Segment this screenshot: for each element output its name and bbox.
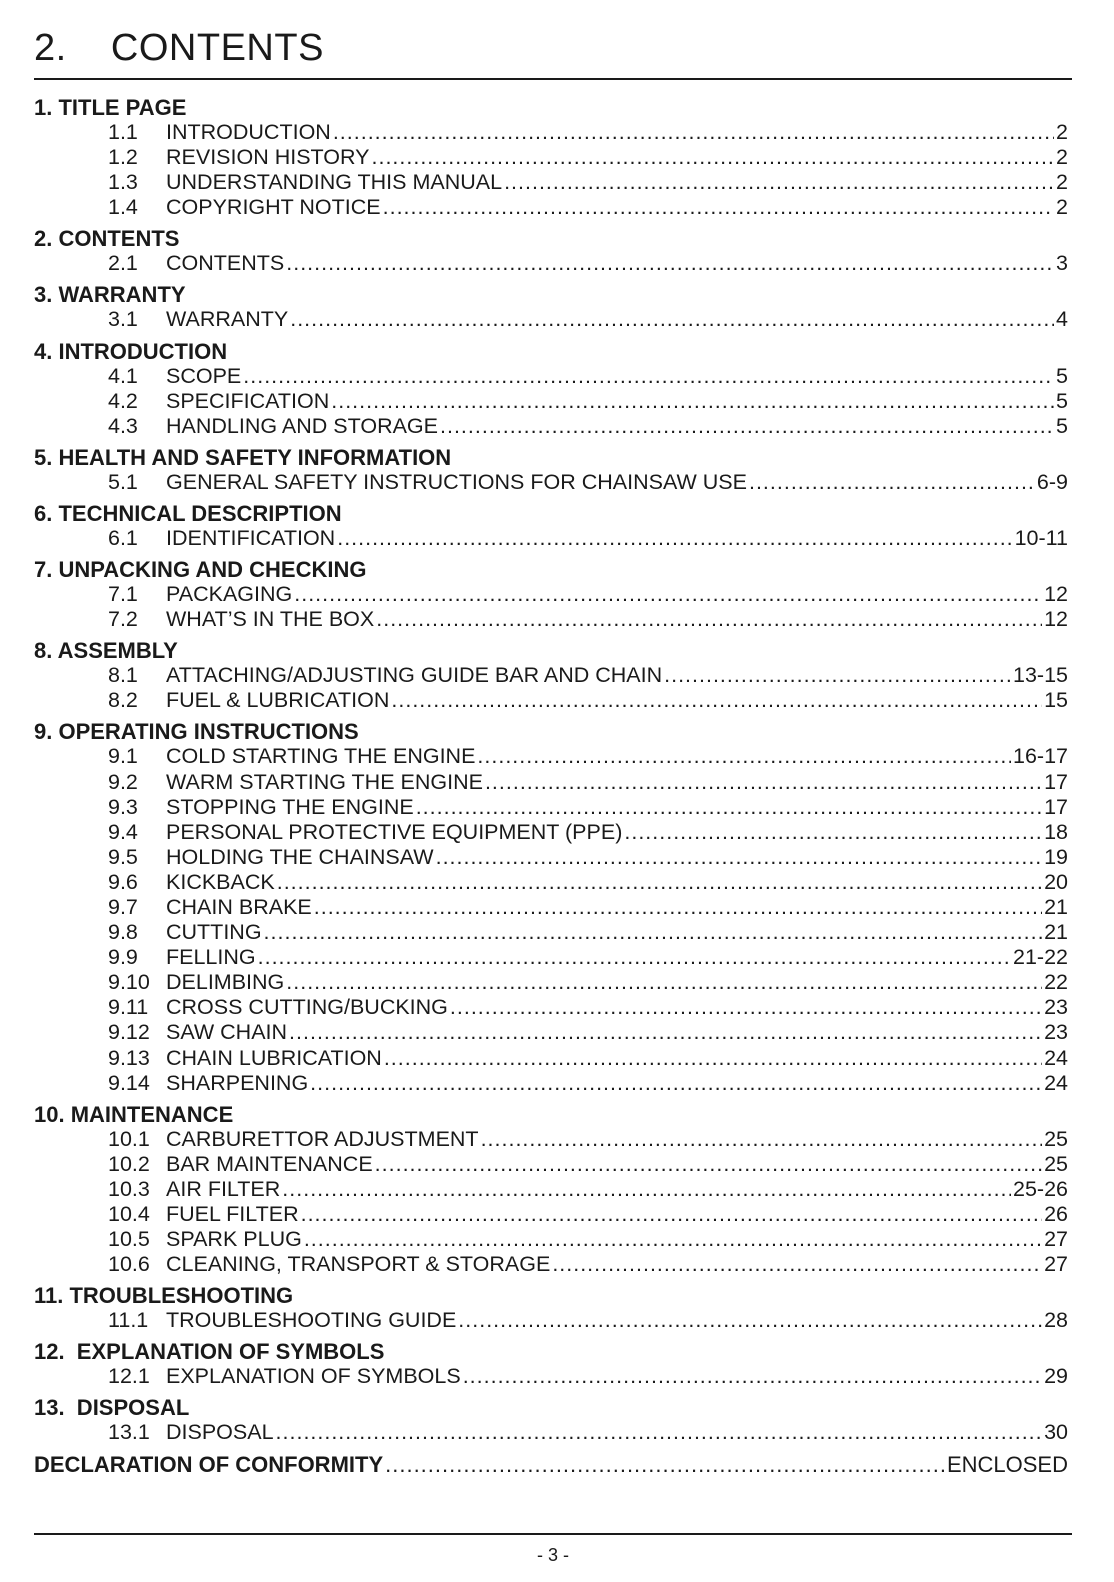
toc-entry[interactable] [34,1364,1068,1389]
toc-section [34,445,1068,495]
entry-number: 9.4 [108,819,138,844]
section-title[interactable]: 5. HEALTH AND SAFETY INFORMATION [34,444,452,470]
declaration-page: ENCLOSED [946,1451,1068,1477]
dot-leader [385,1452,945,1478]
table-of-contents [34,95,1068,1478]
entry-number: 6.1 [108,525,138,550]
dot-leader [372,145,1055,170]
toc-entry[interactable] [34,945,1068,970]
toc-section [34,226,1068,276]
entry-page: 2 [1056,145,1068,170]
entry-page: 5 [1056,363,1068,388]
dot-leader [485,770,1042,795]
entry-page: 17 [1044,769,1068,794]
entry-label: AIR FILTER [166,1176,281,1201]
entry-number: 10.4 [108,1202,150,1226]
entry-page: 22 [1044,970,1068,995]
entry-label: INTRODUCTION [166,120,331,144]
toc-section [34,719,1068,1095]
dot-leader [282,1177,1011,1202]
toc-entry[interactable] [34,170,1068,195]
entry-page: 24 [1044,1045,1068,1070]
dot-leader [391,688,1042,713]
entry-label: DELIMBING [166,970,285,995]
entry-page: 15 [1044,688,1068,713]
section-title[interactable]: 7. UNPACKING AND CHECKING [34,557,367,583]
toc-entry[interactable] [34,995,1068,1020]
entry-number: 9.9 [108,945,138,970]
entry-page: 21 [1044,920,1068,945]
entry-number: 10.3 [108,1176,150,1201]
entry-page: 10-11 [1014,525,1068,550]
entry-number: 4.3 [108,413,138,438]
entry-number: 1.1 [108,120,138,144]
entry-page: 20 [1044,869,1068,894]
toc-section [34,339,1068,439]
dot-leader [375,1152,1042,1177]
entry-label: SAW CHAIN [166,1020,288,1045]
toc-entry[interactable] [34,970,1068,995]
dot-leader [314,895,1042,920]
entry-label: CROSS CUTTING/BUCKING [166,995,448,1020]
dot-leader [258,945,1011,970]
dot-leader [290,307,1054,332]
dot-leader [624,820,1042,845]
entry-label: DISPOSAL [166,1420,274,1445]
dot-leader [664,663,1011,688]
toc-section [34,1395,1068,1445]
entry-page: 12 [1044,582,1068,607]
entry-label: REVISION HISTORY [166,145,370,170]
entry-number: 1.3 [108,170,138,195]
entry-page: 6-9 [1036,469,1068,494]
toc-entry[interactable] [34,1420,1068,1445]
entry-number: 10.1 [108,1126,150,1151]
toc-entry[interactable] [34,845,1068,870]
entry-page: 25-26 [1013,1176,1068,1201]
entry-label: FELLING [166,945,256,970]
dot-leader [333,120,1054,145]
entry-number: 10.6 [108,1252,150,1277]
page-title: 2. CONTENTS [34,27,324,69]
dot-leader [264,920,1043,945]
toc-section [34,282,1068,332]
entry-label: UNDERSTANDING THIS MANUAL [166,170,503,195]
section-title[interactable]: 12. EXPLANATION OF SYMBOLS [34,1339,385,1365]
entry-number: 8.1 [108,663,138,688]
entry-number: 4.2 [108,388,138,413]
toc-entry[interactable] [34,1252,1068,1277]
entry-label: PERSONAL PROTECTIVE EQUIPMENT (PPE) [166,819,623,844]
entry-number: 12.1 [108,1364,150,1389]
dot-leader [337,526,1012,551]
entry-number: 2.1 [108,251,138,276]
entry-label: WARM STARTING THE ENGINE [166,769,483,794]
entry-number: 10.5 [108,1227,150,1252]
entry-number: 1.2 [108,145,138,170]
entry-page: 17 [1044,794,1068,819]
dot-leader [458,1308,1042,1333]
dot-leader [384,1046,1042,1071]
dot-leader [286,251,1054,276]
entry-page: 2 [1056,170,1068,195]
dot-leader [383,195,1054,220]
entry-page: 27 [1044,1227,1068,1252]
dot-leader [304,1227,1042,1252]
dot-leader [440,414,1054,439]
entry-page: 2 [1056,195,1068,220]
entry-number: 11.1 [108,1308,149,1333]
toc-entry[interactable] [34,120,1068,145]
entry-label: IDENTIFICATION [166,525,336,550]
toc-entry[interactable] [34,195,1068,220]
dot-leader [301,1202,1042,1227]
entry-page: 3 [1056,251,1068,276]
declaration-label: DECLARATION OF CONFORMITY [34,1451,384,1477]
section-title[interactable]: 10. MAINTENANCE [34,1101,234,1127]
entry-page: 25 [1044,1151,1068,1176]
entry-label: HOLDING THE CHAINSAW [166,844,434,869]
entry-label: GENERAL SAFETY INSTRUCTIONS FOR CHAINSAW USE [166,469,747,494]
toc-entry[interactable] [34,470,1068,495]
dot-leader [416,795,1042,820]
dot-leader [276,1420,1043,1445]
toc-entry[interactable] [34,1152,1068,1177]
entry-number: 13.1 [108,1420,150,1445]
dot-leader [749,470,1035,495]
entry-page: 24 [1044,1070,1068,1095]
entry-label: CHAIN LUBRICATION [166,1045,382,1070]
entry-label: CARBURETTOR ADJUSTMENT [166,1126,479,1151]
entry-label: FUEL FILTER [166,1202,299,1226]
entry-number: 9.7 [108,894,138,919]
entry-label: ATTACHING/ADJUSTING GUIDE BAR AND CHAIN [166,663,663,688]
dot-leader [463,1364,1042,1389]
section-title[interactable]: 9. OPERATING INSTRUCTIONS [34,719,359,745]
toc-entry[interactable] [34,744,1068,769]
entry-number: 1.4 [108,195,138,220]
entry-label: SPARK PLUG [166,1227,302,1252]
entry-page: 21 [1044,894,1068,919]
toc-entry[interactable] [34,1046,1068,1071]
entry-number: 9.10 [108,970,150,995]
toc-entry[interactable] [34,820,1068,845]
toc-entry[interactable] [34,1071,1068,1096]
entry-number: 9.1 [108,744,138,769]
entry-page: 26 [1044,1202,1068,1226]
entry-number: 10.2 [108,1151,150,1176]
section-title[interactable]: 2. CONTENTS [34,226,180,252]
toc-entry[interactable] [34,414,1068,439]
entry-number: 9.13 [108,1045,150,1070]
toc-section [34,1339,1068,1389]
section-title[interactable]: 8. ASSEMBLY [34,638,178,664]
entry-page: 5 [1056,388,1068,413]
toc-entry[interactable] [34,1308,1068,1333]
dot-leader [477,744,1011,769]
entry-page: 27 [1044,1252,1068,1277]
entry-page: 5 [1056,413,1068,438]
entry-number: 9.14 [108,1070,150,1095]
toc-entry[interactable] [34,1202,1068,1227]
dot-leader [277,870,1042,895]
toc-section [34,95,1068,220]
entry-label: CHAIN BRAKE [166,894,312,919]
dot-leader [450,995,1042,1020]
dot-leader [289,1020,1042,1045]
toc-entry[interactable] [34,770,1068,795]
toc-entry[interactable] [34,582,1068,607]
page-number: - 3 - [536,1545,569,1565]
entry-number: 9.2 [108,769,138,794]
entry-number: 3.1 [108,307,138,332]
entry-page: 29 [1044,1364,1068,1389]
entry-page: 23 [1044,1020,1068,1045]
entry-label: HANDLING AND STORAGE [166,413,438,438]
page-header [34,22,1072,80]
toc-entry[interactable] [34,145,1068,170]
entry-page: 30 [1044,1420,1068,1445]
entry-number: 7.2 [108,607,138,632]
entry-number: 9.12 [108,1020,150,1045]
page-footer [34,1533,1072,1566]
entry-number: 9.3 [108,794,138,819]
dot-leader [376,607,1042,632]
dot-leader [310,1071,1042,1096]
toc-entry[interactable] [34,607,1068,632]
entry-number: 9.6 [108,869,138,894]
dot-leader [286,970,1042,995]
toc-entry[interactable] [34,364,1068,389]
entry-label: EXPLANATION OF SYMBOLS [166,1364,461,1389]
toc-entry[interactable] [34,663,1068,688]
entry-page: 12 [1044,607,1068,632]
section-title[interactable]: 6. TECHNICAL DESCRIPTION [34,500,342,526]
entry-number: 4.1 [108,363,138,388]
dot-leader [294,582,1042,607]
toc-entry[interactable] [34,1020,1068,1045]
toc-entry[interactable] [34,920,1068,945]
toc-entry[interactable] [34,307,1068,332]
entry-label: CLEANING, TRANSPORT & STORAGE [166,1252,551,1277]
entry-page: 25 [1044,1126,1068,1151]
entry-number: 7.1 [108,582,138,607]
toc-section [34,1102,1068,1278]
toc-entry[interactable] [34,895,1068,920]
toc-entry[interactable] [34,1177,1068,1202]
entry-page: 2 [1056,120,1068,144]
entry-label: PACKAGING [166,582,293,607]
toc-section [34,557,1068,632]
entry-label: WARRANTY [166,307,289,332]
section-title[interactable]: 1. TITLE PAGE [34,95,187,120]
entry-label: SCOPE [166,363,242,388]
entry-label: WHAT’S IN THE BOX [166,607,375,632]
dot-leader [436,845,1042,870]
entry-page: 23 [1044,995,1068,1020]
toc-entry[interactable] [34,389,1068,414]
entry-page: 4 [1056,307,1068,332]
dot-leader [552,1252,1042,1277]
entry-label: CONTENTS [166,251,285,276]
toc-entry[interactable] [34,1227,1068,1252]
entry-number: 5.1 [108,469,138,494]
entry-page: 18 [1044,819,1068,844]
dot-leader [481,1127,1043,1152]
toc-section [34,638,1068,713]
entry-number: 9.5 [108,844,138,869]
entry-page: 13-15 [1013,663,1068,688]
entry-page: 19 [1044,844,1068,869]
toc-entry[interactable] [34,870,1068,895]
entry-number: 9.8 [108,920,138,945]
entry-page: 21-22 [1013,945,1068,970]
section-title[interactable]: 13. DISPOSAL [34,1395,190,1421]
declaration-entry[interactable] [34,1452,1068,1478]
entry-label: SHARPENING [166,1070,309,1095]
entry-number: 9.11 [108,995,149,1020]
toc-entry[interactable] [34,1127,1068,1152]
entry-label: COLD STARTING THE ENGINE [166,744,476,769]
dot-leader [331,389,1054,414]
toc-entry[interactable] [34,251,1068,276]
toc-entry[interactable] [34,526,1068,551]
entry-number: 8.2 [108,688,138,713]
toc-section [34,1283,1068,1333]
dot-leader [504,170,1054,195]
section-title[interactable]: 4. INTRODUCTION [34,338,228,364]
entry-label: COPYRIGHT NOTICE [166,195,381,220]
dot-leader [243,364,1054,389]
entry-page: 16-17 [1013,744,1068,769]
entry-label: BAR MAINTENANCE [166,1151,373,1176]
section-title[interactable]: 11. TROUBLESHOOTING [34,1283,294,1309]
entry-label: TROUBLESHOOTING GUIDE [166,1308,457,1333]
entry-label: CUTTING [166,920,262,945]
entry-label: KICKBACK [166,869,275,894]
toc-section [34,501,1068,551]
entry-label: SPECIFICATION [166,388,330,413]
section-title[interactable]: 3. WARRANTY [34,282,186,308]
entry-page: 28 [1044,1308,1068,1333]
entry-label: FUEL & LUBRICATION [166,688,390,713]
toc-entry[interactable] [34,795,1068,820]
entry-label: STOPPING THE ENGINE [166,794,414,819]
toc-entry[interactable] [34,688,1068,713]
